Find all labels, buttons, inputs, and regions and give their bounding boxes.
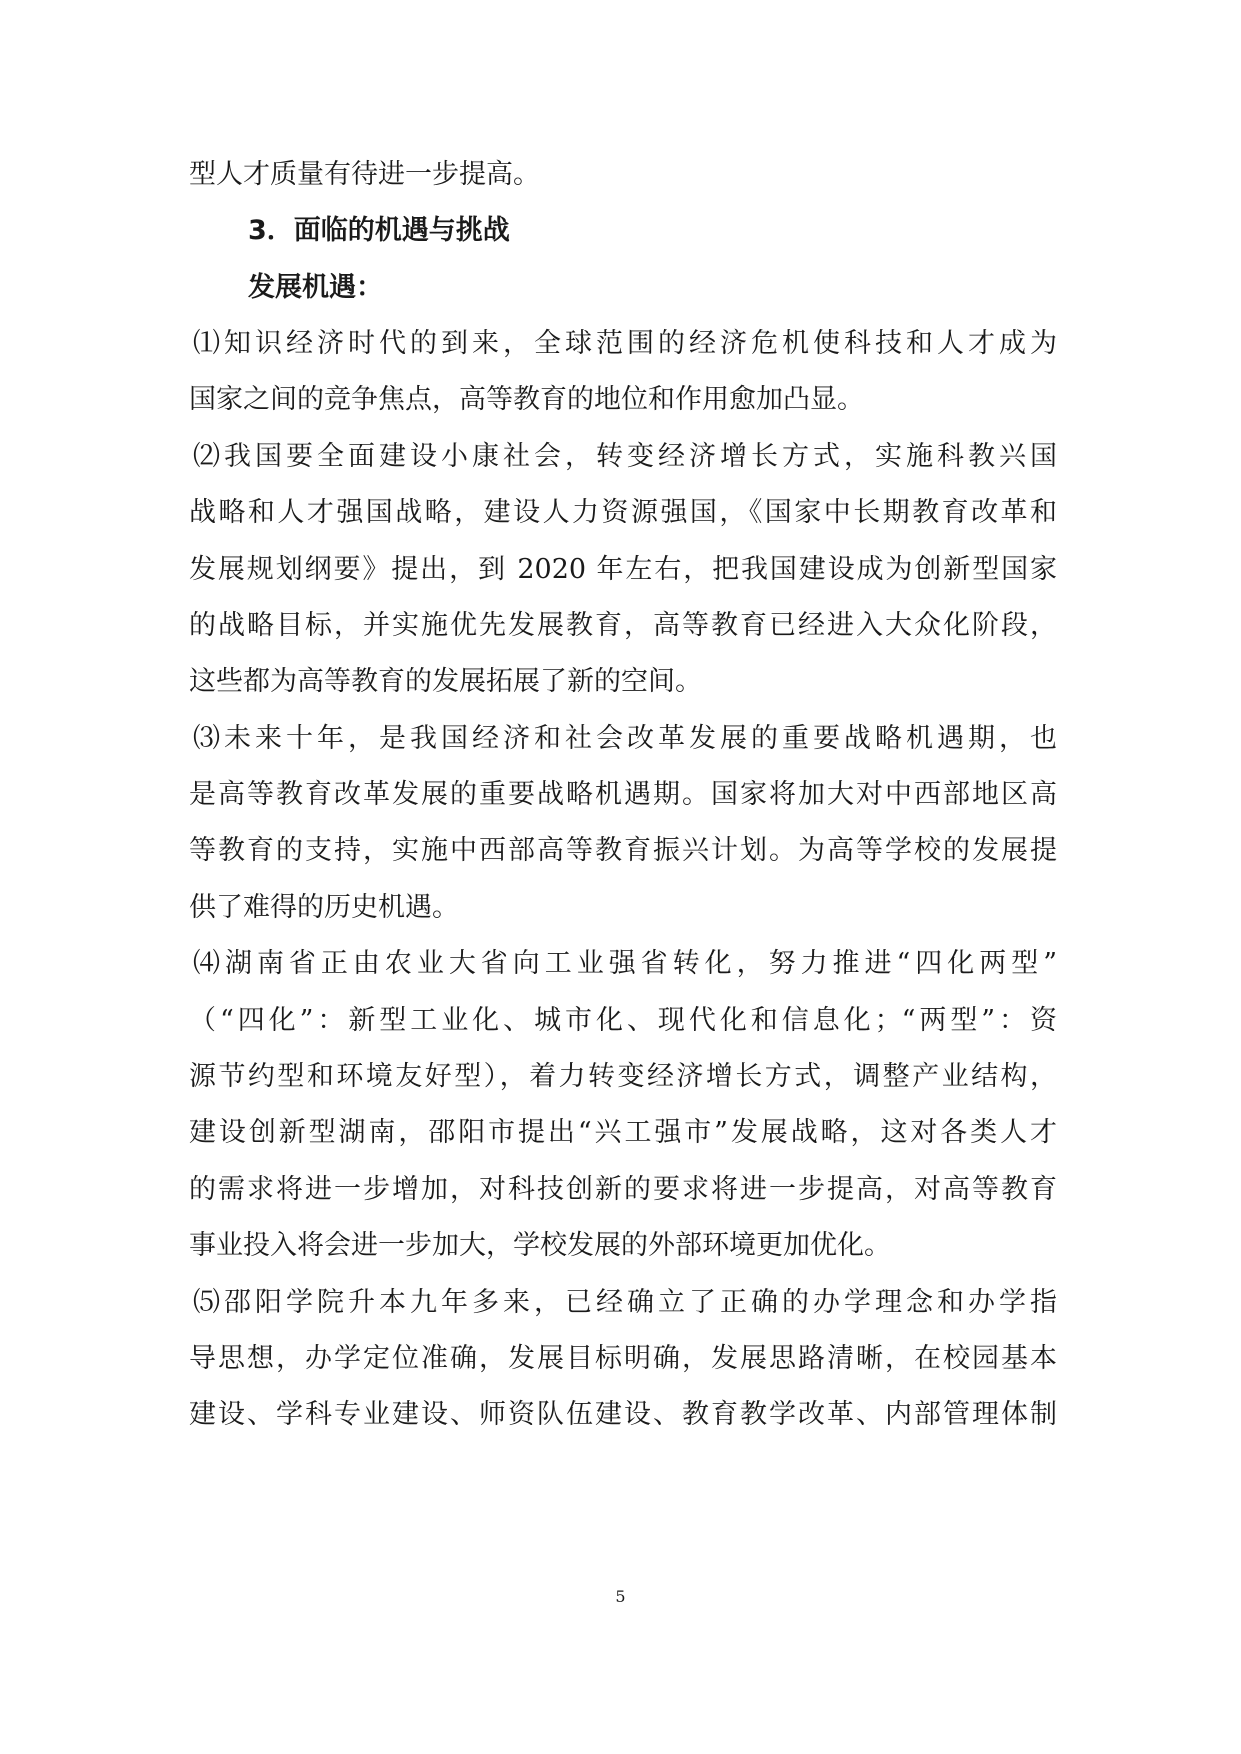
body-text-line: 国家之间的竞争焦点，高等教育的地位和作用愈加凸显。 [189,384,864,415]
section-heading: 3．面临的机遇与挑战 [248,215,510,246]
body-text-line: 等教育的支持，实施中西部高等教育振兴计划。为高等学校的发展提 [189,835,1057,866]
body-text-line: 的战略目标，并实施优先发展教育，高等教育已经进入大众化阶段， [189,610,1057,641]
body-text-line: 发展规划纲要》提出，到 2020 年左右，把我国建设成为创新型国家 [189,554,1057,585]
body-text-line: 是高等教育改革发展的重要战略机遇期。国家将加大对中西部地区高 [189,779,1057,810]
body-text-line: ⑶未来十年，是我国经济和社会改革发展的重要战略机遇期，也 [193,723,1057,754]
body-text-line: 建设、学科专业建设、师资队伍建设、教育教学改革、内部管理体制 [189,1399,1057,1430]
body-text-line: 型人才质量有待进一步提高。 [189,159,540,190]
body-text-line: ⑷湖南省正由农业大省向工业强省转化，努力推进“四化两型” [193,948,1057,979]
body-text-line: 的需求将进一步增加，对科技创新的要求将进一步提高，对高等教育 [189,1174,1057,1205]
body-text-line: （“四化”：新型工业化、城市化、现代化和信息化；“两型”：资 [189,1005,1057,1036]
body-text-line: 供了难得的历史机遇。 [189,892,459,923]
body-text-line: ⑸邵阳学院升本九年多来，已经确立了正确的办学理念和办学指 [193,1287,1057,1318]
body-text-line: 源节约型和环境友好型），着力转变经济增长方式，调整产业结构， [189,1061,1057,1092]
body-text-line: ⑵我国要全面建设小康社会，转变经济增长方式，实施科教兴国 [193,441,1057,472]
page-number: 5 [615,1587,626,1606]
subsection-heading: 发展机遇： [248,272,383,303]
body-text-line: 建设创新型湖南，邵阳市提出“兴工强市”发展战略，这对各类人才 [189,1117,1057,1148]
body-text-line: 导思想，办学定位准确，发展目标明确，发展思路清晰，在校园基本 [189,1343,1057,1374]
body-text-line: 事业投入将会进一步加大，学校发展的外部环境更加优化。 [189,1230,891,1261]
body-text-line: 这些都为高等教育的发展拓展了新的空间。 [189,666,702,697]
body-text-line: ⑴知识经济时代的到来，全球范围的经济危机使科技和人才成为 [193,328,1057,359]
body-text-line: 战略和人才强国战略，建设人力资源强国，《国家中长期教育改革和 [189,497,1057,528]
